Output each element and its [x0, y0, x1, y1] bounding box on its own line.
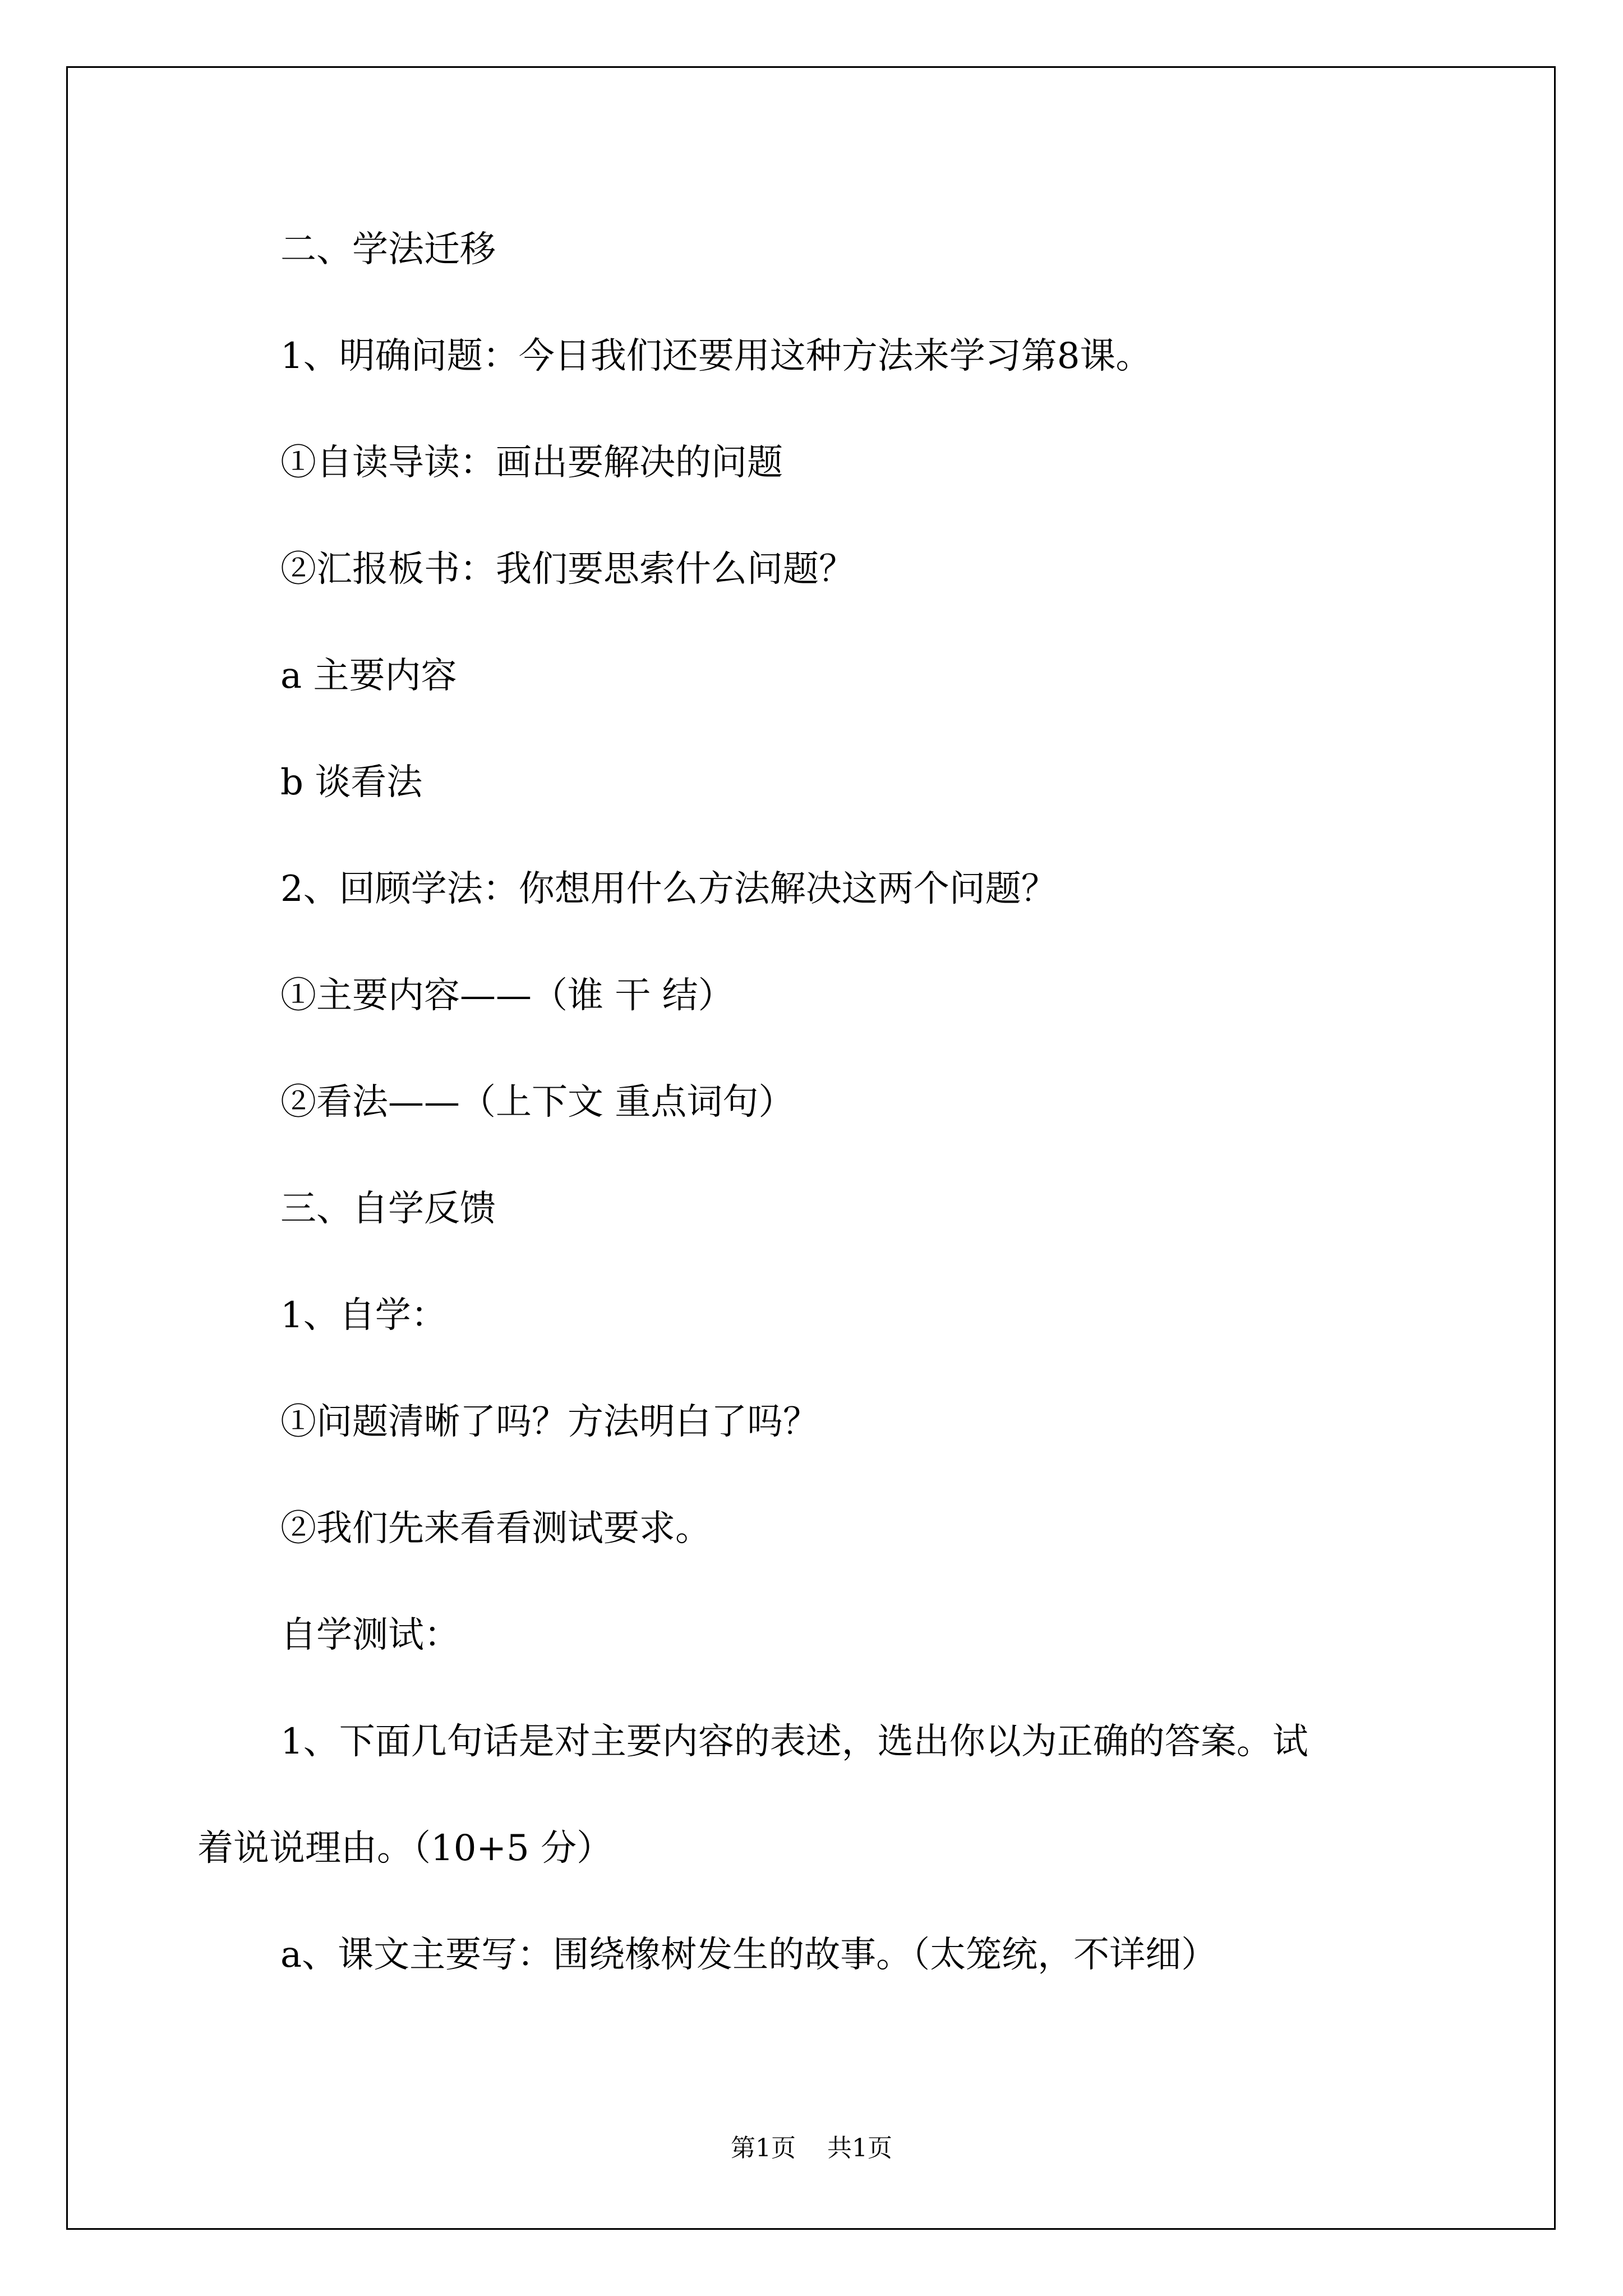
paragraph-line: ①主要内容——（谁 干 结） — [280, 975, 734, 1016]
paragraph-line: ①自读导读：画出要解决的问题 — [280, 442, 783, 484]
paragraph-line: b 谈看法 — [280, 762, 423, 803]
page-border — [66, 66, 1556, 2230]
paragraph-line: a、课文主要写：围绕橡树发生的故事。（太笼统，不详细） — [280, 1934, 1218, 1976]
paragraph-line: 1、自学： — [280, 1295, 447, 1336]
section-heading-3: 三、自学反馈 — [280, 1188, 496, 1230]
paragraph-line: 1、明确问题：今日我们还要用这种方法来学习第8课。 — [280, 335, 1152, 377]
paragraph-line-continued: 着说说理由。（10+5 分） — [197, 1828, 613, 1869]
paragraph-line: ②我们先来看看测试要求。 — [280, 1508, 711, 1549]
paragraph-line: 1、下面几句话是对主要内容的表述，选出你以为正确的答案。试 — [280, 1721, 1308, 1763]
paragraph-line: ②看法——（上下文 重点词句） — [280, 1082, 795, 1123]
page-footer: 第1页 共1页 — [731, 2134, 892, 2162]
paragraph-line: 2、回顾学法：你想用什么方法解决这两个问题？ — [280, 868, 1057, 910]
paragraph-line: ②汇报板书：我们要思索什么问题？ — [280, 549, 855, 590]
section-heading-2: 二、学法迁移 — [280, 229, 496, 270]
paragraph-line: 自学测试： — [280, 1614, 460, 1656]
paragraph-line: ①问题清晰了吗？方法明白了吗？ — [280, 1401, 819, 1443]
paragraph-line: a 主要内容 — [280, 655, 457, 697]
